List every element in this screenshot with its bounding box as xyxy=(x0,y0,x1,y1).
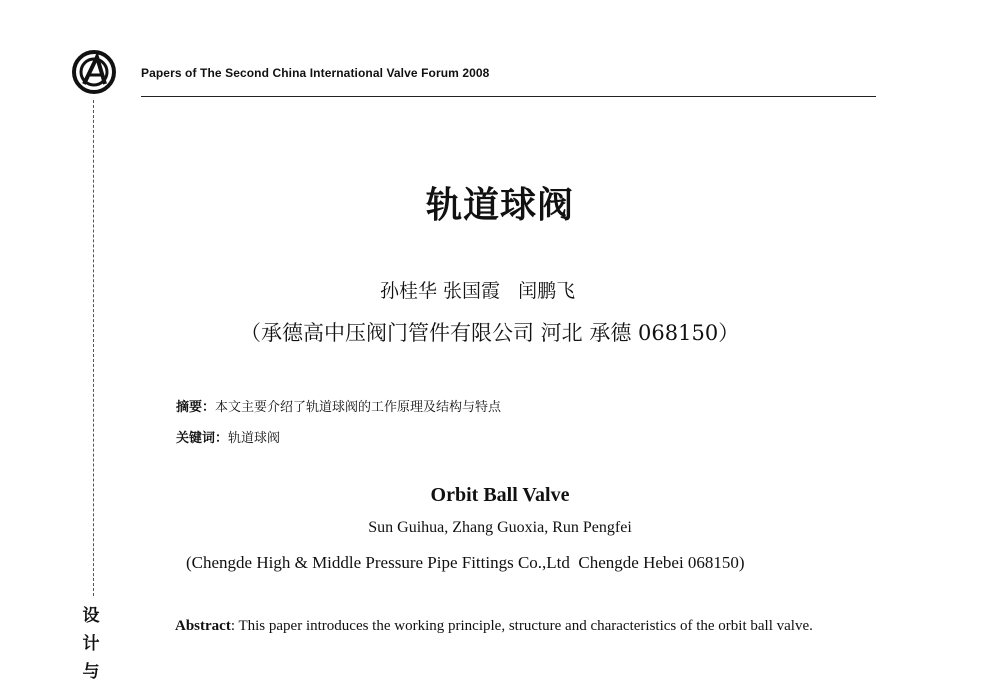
running-header: Papers of The Second China International Valve Forum 2008 xyxy=(141,66,490,80)
abstract-cn xyxy=(176,396,501,415)
forum-logo xyxy=(70,48,118,96)
header-rule xyxy=(141,96,876,97)
affiliation-cn: （承德高中压阀门管件有限公司 河北 承德 068150） xyxy=(240,321,740,345)
abstract-en xyxy=(141,612,883,640)
side-char: 设 xyxy=(82,606,100,626)
keywords-cn-label: 关键词： xyxy=(176,431,229,446)
side-char: 计 xyxy=(82,634,100,654)
abstract-en-text: : This paper introduces the working principle, structure and characteristics of the orbit ball valve. xyxy=(230,618,813,634)
paper-title-cn: 轨道球阀 xyxy=(425,184,574,226)
side-section-label xyxy=(80,602,102,686)
paper-title-en: Orbit Ball Valve xyxy=(430,484,570,506)
keywords-cn xyxy=(176,427,280,446)
keywords-cn-text: 轨道球阀 xyxy=(228,431,281,446)
affiliation-en: (Chengde High & Middle Pressure Pipe Fittings Co.,Ltd Chengde Hebei 068150) xyxy=(186,553,745,572)
abstract-en-label: Abstract xyxy=(175,618,231,634)
authors-en: Sun Guihua, Zhang Guoxia, Run Pengfei xyxy=(368,519,632,536)
abstract-cn-label: 摘要： xyxy=(176,400,216,415)
authors-cn: 孙桂华 张国霞 闰鹏飞 xyxy=(380,280,576,302)
side-char: 与 xyxy=(82,662,100,682)
abstract-cn-text: 本文主要介绍了轨道球阀的工作原理及结构与特点 xyxy=(215,400,502,415)
